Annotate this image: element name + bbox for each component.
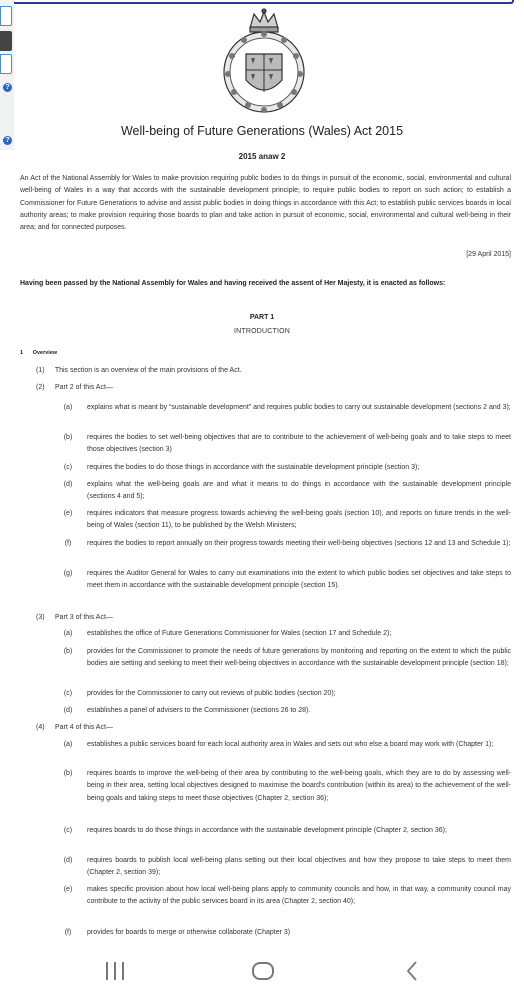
subsection-text: Part 4 of this Act— (54, 724, 113, 731)
subsection-number: (2) (36, 384, 45, 391)
paragraph-text: makes specific provision about how local well-being plans apply to community councils and how, in that way, a community council may contribute to the activity of the public services board in its area (Chapter 2, section 40); (87, 886, 511, 906)
help-icon-2[interactable]: ? (3, 136, 12, 145)
paragraph (63, 568, 511, 593)
android-navigation-bar (0, 938, 524, 1000)
paragraph-number: (a) (63, 404, 73, 411)
paragraph-text: provides for the Commissioner to promote the needs of future generations by monitoring and reporting on the extent to which the public bodies are setting and seeking to meet their well-being objectives in accordance with the sustainable development principle (section 18); (87, 648, 511, 668)
part-heading: PART 1 (249, 314, 275, 321)
paragraph-number: (e) (63, 886, 73, 893)
paragraph (64, 538, 511, 550)
paragraph (63, 462, 511, 474)
paragraph-number: (d) (63, 481, 73, 488)
paragraph-text: requires the bodies to do those things in accordance with the sustainable development principle (section 3); (87, 464, 420, 471)
assent-date: [29 April 2015] (466, 251, 511, 258)
paragraph-text: establishes a public services board for each local authority area in Wales and sets out who else a board may work with (Chapter 1); (87, 741, 494, 748)
subsection (36, 722, 113, 734)
paragraph-text: requires the Auditor General for Wales to carry out examinations into the extent to which public bodies set objectives and take steps to meet them in accordance with the sustainable development principle (section 15). (87, 570, 511, 590)
paragraph (63, 705, 511, 717)
subsection (36, 365, 242, 377)
act-title: Well-being of Future Generations (Wales) Act 2015 (120, 124, 404, 138)
paragraph-text: requires the bodies to report annually on their progress towards meeting their well-being objectives (sections 12 and 13 and Schedule 1); (87, 540, 511, 547)
paragraph-number: (b) (63, 648, 73, 655)
paragraph-number: (d) (63, 707, 73, 714)
paragraph-text: requires boards to do those things in accordance with the sustainable development principle (Chapter 2, section 36); (87, 827, 447, 834)
paragraph-text: establishes the office of Future Generations Commissioner for Wales (section 17 and Schedule 2); (87, 630, 392, 637)
paragraph (63, 688, 511, 700)
header-frame-border (12, 0, 514, 4)
back-icon[interactable] (404, 960, 420, 982)
enacting-formula: Having been passed by the National Assembly for Wales and having received the assent of Her Majesty, it is enacted as follows: (20, 280, 446, 287)
paragraph-number: (f) (64, 929, 72, 936)
paragraph (63, 508, 511, 533)
paragraph-number: (g) (63, 570, 73, 577)
act-citation: 2015 anaw 2 (238, 152, 286, 161)
paragraph (63, 825, 511, 837)
paragraph-text: explains what is meant by “sustainable development” and requires public bodies to carry out sustainable development (sections 2 and 3); (87, 404, 511, 411)
side-input-box[interactable] (0, 6, 12, 26)
subsection-number: (3) (36, 614, 45, 621)
royal-badge-of-wales-crest (218, 8, 310, 120)
paragraph-number: (b) (63, 770, 73, 777)
paragraph (63, 628, 511, 640)
paragraph-text: requires indicators that measure progress towards achieving the well-being goals (section 10), and reports on future trends in the well-being of Wales (section 11), to be published by the Welsh Ministers; (87, 510, 511, 530)
paragraph-number: (c) (63, 690, 73, 697)
section-heading (20, 350, 57, 356)
paragraph-number: (b) (63, 434, 73, 441)
long-title: An Act of the National Assembly for Wales to make provision requiring public bodies to do things in pursuit of the economic, social, environmental and cultural well-being of Wales in a way that accords with the sustainable development principle; to require public bodies to report on such action; to establish a Commissioner for Future Generations to advise and assist public bodies in doing things in accordance with this Act; to establish public services boards in local authority areas; to make provision requiring those boards to plan and take action in pursuit of economic, social, environmental and cultural well-being in their area; and for connected purposes. (20, 175, 511, 232)
paragraph-text: establishes a panel of advisers to the Commissioner (sections 26 to 28). (87, 707, 311, 714)
paragraph (63, 479, 511, 504)
paragraph-number: (d) (63, 857, 73, 864)
side-input-box-2[interactable] (0, 54, 12, 74)
paragraph (63, 768, 511, 805)
paragraph-number: (f) (64, 540, 72, 547)
paragraph-number: (c) (63, 464, 73, 471)
subsection-number: (1) (36, 367, 45, 374)
paragraph-text: provides for boards to merge or otherwise collaborate (Chapter 3) (87, 929, 291, 936)
paragraph-text: requires the bodies to set well-being objectives that are to contribute to the achievement of well-being goals and to take steps to meet those objectives (section 3) (87, 434, 511, 454)
paragraph (63, 739, 511, 751)
section-number: 1 (20, 350, 24, 356)
section-title: Overview (32, 350, 58, 356)
paragraph-text: explains what the well-being goals are and what it means to do things in accordance with the sustainable development principle (sections 4 and 5); (87, 481, 511, 501)
subsection-text: Part 2 of this Act— (54, 384, 113, 391)
paragraph-number: (a) (63, 741, 73, 748)
home-icon[interactable] (252, 962, 274, 980)
side-dark-button[interactable] (0, 31, 12, 51)
part-subheading: INTRODUCTION (233, 328, 291, 335)
subsection (36, 382, 113, 394)
subsection (36, 612, 113, 624)
paragraph (63, 855, 511, 880)
subsection-number: (4) (36, 724, 45, 731)
paragraph-number: (c) (63, 827, 73, 834)
recents-icon[interactable] (104, 962, 126, 980)
help-icon[interactable]: ? (3, 83, 12, 92)
paragraph-number: (a) (63, 630, 73, 637)
paragraph-text: provides for the Commissioner to carry out reviews of public bodies (section 20); (87, 690, 336, 697)
subsection-text: This section is an overview of the main provisions of the Act. (54, 367, 242, 374)
paragraph (63, 432, 511, 457)
paragraph (63, 402, 511, 414)
paragraph-text: requires boards to improve the well-being of their area by contributing to the well-being goals, which they are to do by assessing well-being in their area, setting local objectives designed to maximise the board's contribution (within its area) to the achievement of the well-being goals and taking steps to meet those objectives (Chapter 2, section 36); (87, 770, 511, 802)
paragraph-text: requires boards to publish local well-being plans setting out their local objectives and how they propose to take steps to meet them (Chapter 2, section 39); (87, 857, 511, 877)
paragraph (63, 646, 511, 671)
paragraph-number: (e) (63, 510, 73, 517)
paragraph (63, 884, 511, 909)
subsection-text: Part 3 of this Act— (54, 614, 113, 621)
